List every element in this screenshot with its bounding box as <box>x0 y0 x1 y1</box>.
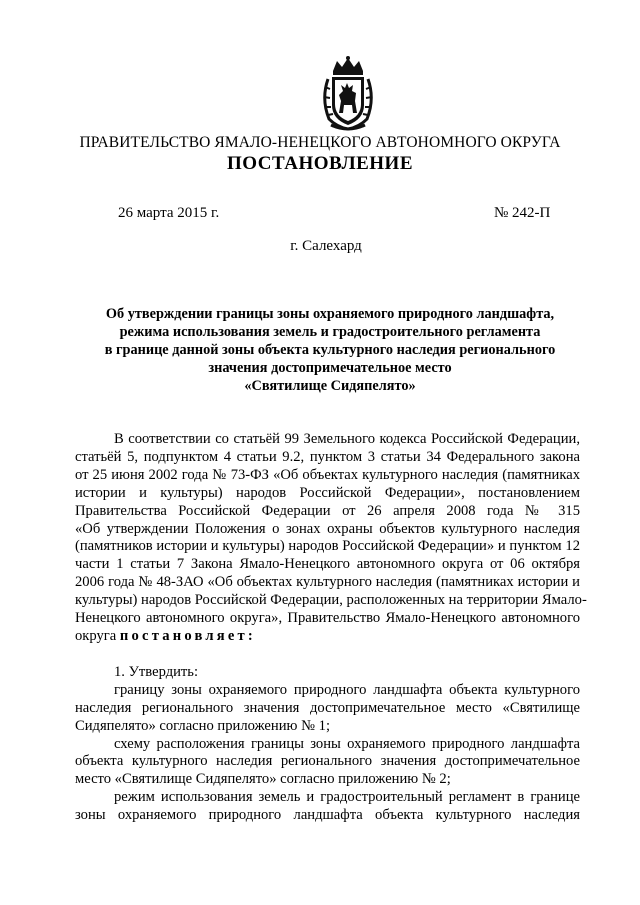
text-line <box>75 628 580 646</box>
document-type: ПОСТАНОВЛЕНИЕ <box>226 153 414 174</box>
text-line: «Об утверждении Положения о зонах охраны объектов культурного наследия <box>75 520 580 537</box>
subject-line: значения достопримечательное место <box>208 360 452 376</box>
government-title: ПРАВИТЕЛЬСТВО ЯМАЛО-НЕНЕЦКОГО АВТОНОМНОГО ОКРУГА <box>79 134 561 151</box>
text-line: В соответствии со статьёй 99 Земельного кодекса Российской Федерации, <box>114 431 580 447</box>
text-line: режим использования земель и градостроительный регламент в границе <box>114 789 580 806</box>
text-line: истории и культуры) народов Российской Федерации», постановлением <box>75 484 580 501</box>
text-line: Правительства Российской Федерации от 26 апреля 2008 года № 315 <box>75 502 580 519</box>
resolves-word: постановляет: <box>119 627 256 644</box>
text-line: Ненецкого автономного округа», Правительство Ямало-Ненецкого автономного <box>75 610 580 627</box>
city: г. Салехард <box>290 238 362 254</box>
preamble-paragraph <box>75 431 587 646</box>
document-number: № 242-П <box>494 205 551 221</box>
subject-line: Об утверждении границы зоны охраняемого природного ландшафта, <box>105 306 555 322</box>
text-line: границу зоны охраняемого природного ландшафта объекта культурного <box>114 681 580 698</box>
text-line: объекта культурного наследия регионального значения достопримечательное <box>75 753 580 770</box>
text-line: 2006 года № 48-ЗАО «Об объектах культурного наследия (памятниках истории и <box>75 574 580 591</box>
text-line: схему расположения границы зоны охраняемого природного ландшафта <box>114 735 580 752</box>
preamble-end: округа <box>75 627 120 644</box>
text-line: части 1 статьи 7 Закона Ямало-Ненецкого автономного округа от 06 октября <box>75 556 580 573</box>
subject-line: «Святилище Сидяпелято» <box>244 378 416 394</box>
text-line: Сидяпелято» согласно приложению № 1; <box>75 717 330 734</box>
text-line: (памятников истории и культуры) народов Российской Федерации» и пунктом 12 <box>75 538 580 555</box>
item-heading: 1. Утвердить: <box>114 663 199 680</box>
text-line: место «Святилище Сидяпелято» согласно приложению № 2; <box>75 771 451 788</box>
text-line: статьёй 5, подпунктом 4 статьи 9.2, пунктом 3 статьи 34 Федерального закона <box>75 448 580 465</box>
coat-of-arms-emblem <box>319 55 377 131</box>
subject-line: режима использования земель и градостроительного регламента <box>119 324 541 340</box>
text-line: культуры) народов Российской Федерации, расположенных на территории Ямало- <box>75 592 587 609</box>
text-line: зоны охраняемого природного ландшафта объекта культурного наследия <box>75 807 580 824</box>
text-line: от 25 июня 2002 года № 73-ФЗ «Об объектах культурного наследия (памятниках <box>75 466 580 483</box>
subject-line: в границе данной зоны объекта культурного наследия регионального <box>104 342 556 358</box>
document-subject <box>80 305 580 395</box>
item-1 <box>75 664 580 825</box>
document-body <box>75 431 587 825</box>
document-date: 26 марта 2015 г. <box>118 205 220 221</box>
text-line: наследия регионального значения достопримечательное место «Святилище <box>75 699 580 716</box>
